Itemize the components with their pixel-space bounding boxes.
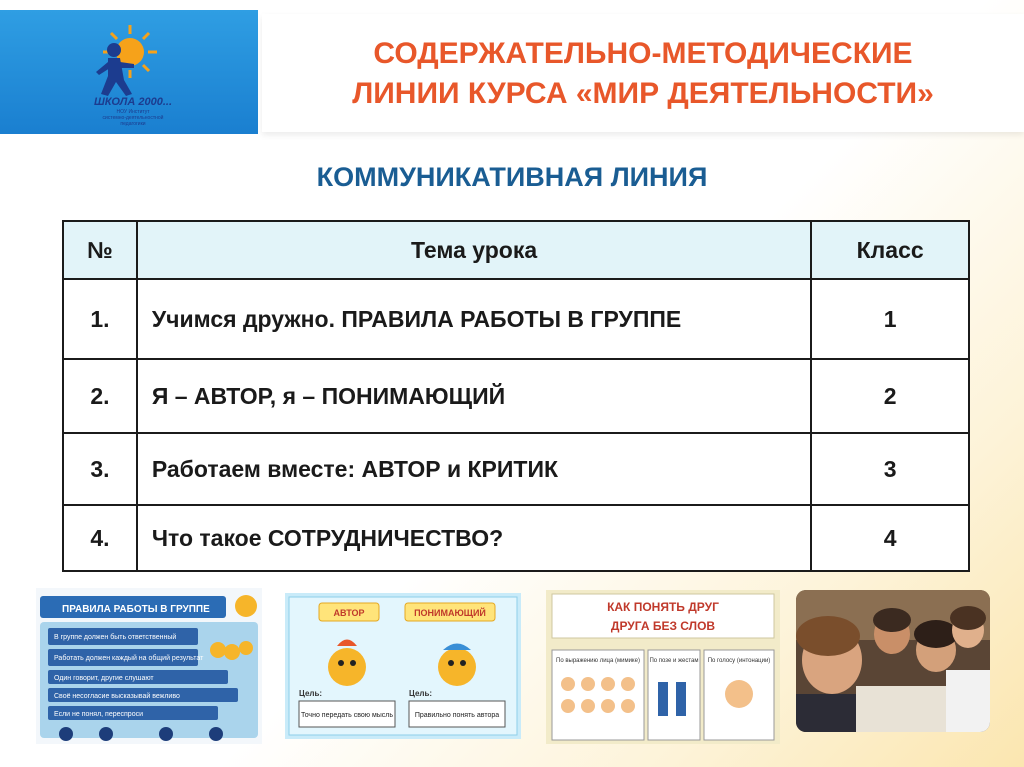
row-class: 1 (811, 279, 969, 359)
row-num: 3. (63, 433, 137, 505)
rules-title: ПРАВИЛА РАБОТЫ В ГРУППЕ (62, 604, 210, 615)
row-topic: Работаем вместе: АВТОР и КРИТИК (137, 433, 811, 505)
rules-item: Работать должен каждый на общий результат (54, 655, 204, 662)
row-class: 3 (811, 433, 969, 505)
row-topic: Я – АВТОР, я – ПОНИМАЮЩИЙ (137, 359, 811, 433)
nonverbal-title-line1: КАК ПОНЯТЬ ДРУГ (607, 600, 719, 614)
header-topic: Тема урока (137, 221, 811, 279)
nonverbal-title-line2: ДРУГА БЕЗ СЛОВ (610, 619, 716, 633)
page-title (262, 34, 1024, 114)
nonverbal-col: По позе и жестам (649, 658, 699, 664)
thumbnail-without-words (546, 590, 780, 744)
title-line-1: СОДЕРЖАТЕЛЬНО-МЕТОДИЧЕСКИЕ (373, 37, 913, 70)
table-row (63, 505, 969, 571)
goal-label: Цель: (299, 689, 323, 698)
goal-label: Цель: (409, 689, 433, 698)
table-row (63, 433, 969, 505)
understanding-label: ПОНИМАЮЩИЙ (414, 608, 486, 618)
logo-caption-line: системно-деятельностной (102, 115, 164, 121)
section-subtitle: КОММУНИКАТИВНАЯ ЛИНИЯ (316, 162, 708, 192)
children-photo-icon (796, 590, 990, 732)
logo-caption (88, 109, 178, 127)
school-logo (0, 10, 258, 134)
table-header-row (63, 221, 969, 279)
rules-item: Если не понял, переспроси (54, 711, 144, 718)
lessons-table (62, 220, 970, 572)
row-num: 1. (63, 279, 137, 359)
thumbnail-author-understanding (285, 593, 521, 739)
nonverbal-col: По голосу (интонации) (707, 658, 771, 664)
header-class: Класс (811, 221, 969, 279)
thumbnail-children-photo (796, 590, 990, 732)
table-row (63, 279, 969, 359)
train-poster-icon (36, 588, 262, 744)
author-label: АВТОР (333, 608, 365, 618)
logo-caption-line: педагогики (120, 121, 146, 127)
row-num: 4. (63, 505, 137, 571)
goal-author: Точно передать свою мысль (300, 712, 394, 719)
thumbnail-group-rules (36, 588, 262, 744)
nonverbal-poster-icon (546, 590, 780, 744)
author-poster-icon (285, 593, 521, 739)
row-class: 2 (811, 359, 969, 433)
nonverbal-col: По выражению лица (мимике) (556, 658, 640, 664)
goal-understanding: Правильно понять автора (414, 712, 500, 719)
table-row (63, 359, 969, 433)
logo-caption-line: НОУ Институт (116, 109, 150, 115)
rules-item: Своё несогласие высказывай вежливо (54, 693, 180, 700)
row-topic: Что такое СОТРУДНИЧЕСТВО? (137, 505, 811, 571)
logo-brand: ШКОЛА 2000... (94, 96, 172, 108)
title-line-2: ЛИНИИ КУРСА «МИР ДЕЯТЕЛЬНОСТИ» (352, 77, 934, 110)
row-topic: Учимся дружно. ПРАВИЛА РАБОТЫ В ГРУППЕ (137, 279, 811, 359)
rules-item: В группе должен быть ответственный (54, 634, 177, 641)
row-class: 4 (811, 505, 969, 571)
row-num: 2. (63, 359, 137, 433)
rules-item: Один говорит, другие слушают (54, 675, 154, 682)
header-num: № (63, 221, 137, 279)
